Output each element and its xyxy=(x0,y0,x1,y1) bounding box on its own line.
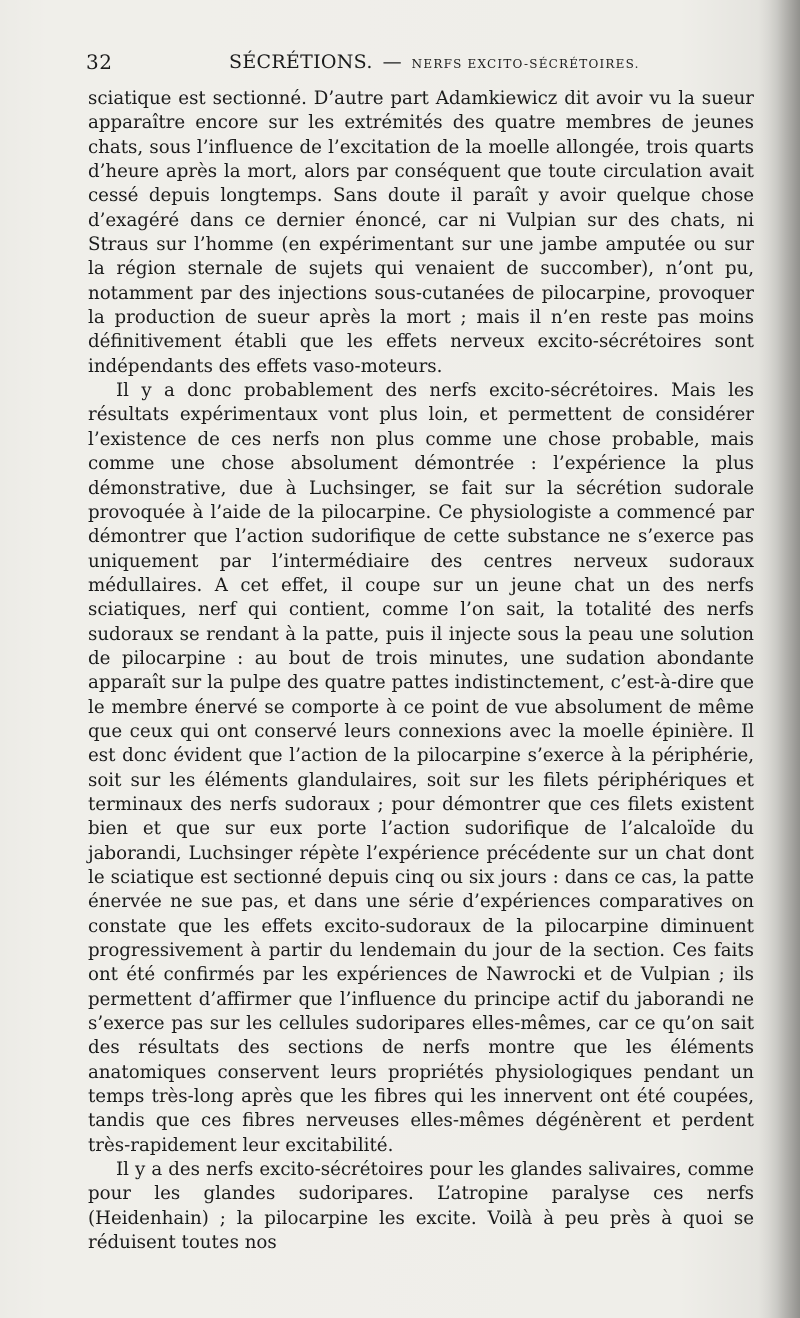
binding-shadow xyxy=(758,0,800,1318)
running-head xyxy=(229,51,640,73)
page-header xyxy=(86,50,756,80)
running-head-sub: NERFS EXCITO-SÉCRÉTOIRES. xyxy=(411,57,640,71)
body-text xyxy=(88,87,754,1256)
running-head-dash: — xyxy=(382,51,402,73)
page-number: 32 xyxy=(86,50,113,74)
paragraph: Il y a donc probablement des nerfs excito-sécrétoires. Mais les résultats expérimentaux vont plus loin, et permettent de considérer l’existence de ces nerfs non plus comme une chose probable, mais comme une chose absolument démontrée : l’expérience la plus démonstrative, due à Luchsinger, se fait sur la sécrétion sudorale provoquée à l’aide de la pilocarpine. Ce physiologiste a commencé par démontrer que l’action sudorifique de cette substance ne s’exerce pas uniquement par l’intermédiaire des centres nerveux sudoraux médullaires. A cet effet, il coupe sur un jeune chat un des nerfs sciatiques, nerf qui contient, comme l’on sait, la totalité des nerfs sudoraux se rendant à la patte, puis il injecte sous la peau une solution de pilocarpine : au bout de trois minutes, une sudation abondante apparaît sur la pulpe des quatre pattes indistinctement, c’est-à-dire que le membre énervé se comporte à ce point de vue absolument de même que ceux qui ont conservé leurs connexions avec la moelle épinière. Il est donc évident que l’action de la pilocarpine s’exerce à la périphérie, soit sur les éléments glandulaires, soit sur les filets périphériques et terminaux des nerfs sudoraux ; pour démontrer que ces filets existent bien et que sur eux porte l’action sudorifique de l’alcaloïde du jaborandi, Luchsinger répète l’expérience précédente sur un chat dont le sciatique est sectionné depuis cinq ou six jours : dans ce cas, la patte énervée ne sue pas, et dans une série d’expériences comparatives on constate que les effets excito-sudoraux de la pilocarpine diminuent progressivement à partir du lendemain du jour de la section. Ces faits ont été confirmés par les expériences de Nawrocki et de Vulpian ; ils permettent d’affirmer que l’influence du principe actif du jaborandi ne s’exerce pas sur les cellules sudoripares elles-mêmes, car ce qu’on sait des résultats des sections de nerfs montre que les éléments anatomiques conservent leurs propriétés physiologiques pendant un temps très-long après que les fibres qui les innervent ont été coupées, tandis que ces fibres nerveuses elles-mêmes dégénèrent et perdent très-rapidement leur excitabilité. xyxy=(88,380,754,1156)
running-head-main: SÉCRÉTIONS. xyxy=(229,51,373,73)
paragraph: Il y a des nerfs excito-sécrétoires pour les glandes salivaires, comme pour les glandes sudoripares. L’atropine paralyse ces nerfs (Heidenhain) ; la pilocarpine les excite. Voilà à peu près à quoi se réduisent toutes nos xyxy=(88,1159,754,1254)
paragraph-continued: sciatique est sectionné. D’autre part Adamkiewicz dit avoir vu la sueur apparaître encore sur les extrémités des quatre membres de jeunes chats, sous l’influence de l’excitation de la moelle allongée, trois quarts d’heure après la mort, alors par conséquent que toute circulation avait cessé depuis longtemps. Sans doute il paraît y avoir quelque chose d’exagéré dans ce dernier énoncé, car ni Vulpian sur des chats, ni Straus sur l’homme (en expérimentant sur une jambe amputée ou sur la région sternale de sujets qui venaient de succomber), n’ont pu, notamment par des injections sous-cutanées de pilocarpine, provoquer la production de sueur après la mort ; mais il n’en reste pas moins définitivement établi que les effets nerveux excito-sécrétoires sont indépendants des effets vaso-moteurs. xyxy=(88,88,754,377)
